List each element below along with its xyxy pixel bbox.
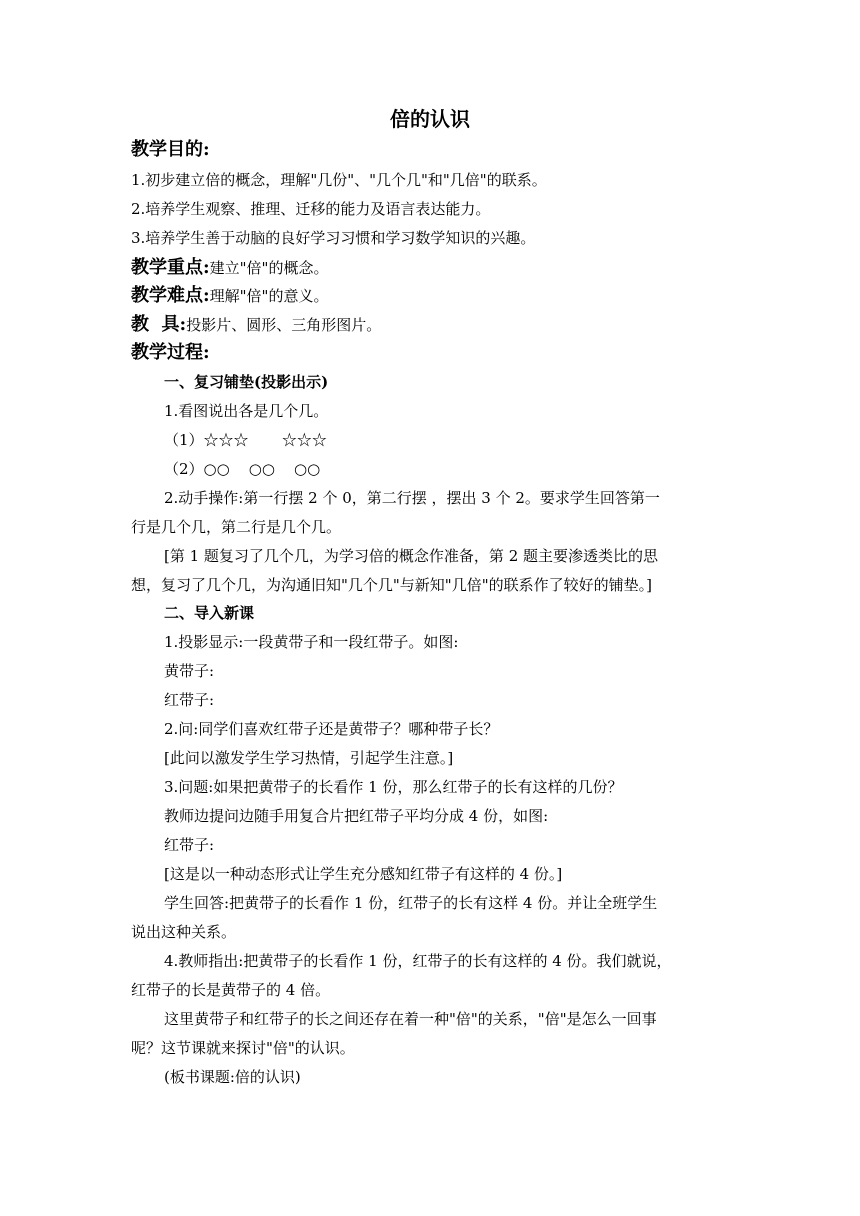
section2-line: 红带子的长是黄带子的 4 倍。 — [131, 981, 331, 999]
section2-line: 这里黄带子和红带子的长之间还存在着一种"倍"的关系，"倍"是怎么一回事 — [164, 1010, 657, 1028]
section2-line: 红带子: — [164, 691, 215, 709]
objective-item: 1.初步建立倍的概念，理解"几份"、"几个几"和"几倍"的联系。 — [131, 171, 547, 189]
objective-item: 2.培养学生观察、推理、迁移的能力及语言表达能力。 — [131, 200, 491, 218]
section2-line: (板书课题:倍的认识) — [164, 1068, 301, 1086]
difficulty-label: 教学难点: — [131, 285, 210, 306]
section1-line: （1）☆☆☆ ☆☆☆ — [164, 431, 327, 449]
process-heading: 教学过程: — [131, 342, 210, 363]
section2-line: 4.教师指出:把黄带子的长看作 1 份，红带子的长有这样的 4 份。我们就说， — [164, 952, 672, 970]
section2-line: 1.投影显示:一段黄带子和一段红带子。如图: — [164, 633, 459, 651]
section1-line: （2）○○ ○○ ○○ — [164, 460, 321, 478]
section2-line: [这是以一种动态形式让学生充分感知红带子有这样的 4 份。] — [164, 865, 563, 883]
section2-line: 学生回答:把黄带子的长看作 1 份，红带子的长有这样 4 份。并让全班学生 — [164, 894, 658, 912]
section2-line: 说出这种关系。 — [131, 923, 237, 941]
section1-line: 想，复习了几个几，为沟通旧知"几个几"与新知"几倍"的联系作了较好的铺垫。] — [131, 576, 652, 594]
document-title: 倍的认识 — [390, 107, 470, 131]
section2-line: 2.问:同学们喜欢红带子还是黄带子？哪种带子长？ — [164, 720, 499, 738]
key-point-text: 建立"倍"的概念。 — [209, 259, 329, 277]
tools-text: 投影片、圆形、三角形图片。 — [186, 316, 382, 334]
section2-line: [此问以激发学生学习热情，引起学生注意。] — [164, 749, 454, 767]
objective-item: 3.培养学生善于动脑的良好学习习惯和学习数学知识的兴趣。 — [131, 229, 536, 247]
key-point-line — [131, 256, 328, 280]
tools-line — [131, 313, 381, 337]
key-point-label: 教学重点: — [131, 257, 210, 278]
section1-line: 1.看图说出各是几个几。 — [164, 402, 329, 420]
section1-line: 2.动手操作:第一行摆 2 个 0，第二行摆 ，摆出 3 个 2。要求学生回答第一 — [164, 489, 660, 507]
section2-line: 呢？这节课就来探讨"倍"的认识。 — [131, 1039, 355, 1057]
tools-label: 教 具: — [131, 314, 187, 335]
section1-line: 行是几个几，第二行是几个几。 — [131, 518, 342, 536]
section2-title: 二、导入新课 — [164, 604, 255, 622]
section2-line: 教师边提问边随手用复合片把红带子平均分成 4 份，如图: — [164, 807, 549, 825]
section1-title: 一、复习铺垫(投影出示) — [164, 373, 329, 391]
section2-line: 3.问题:如果把黄带子的长看作 1 份，那么红带子的长有这样的几份？ — [164, 778, 623, 796]
section1-line: [第 1 题复习了几个几，为学习倍的概念作准备，第 2 题主要渗透类比的思 — [164, 547, 659, 565]
difficulty-text: 理解"倍"的意义。 — [209, 287, 329, 305]
difficulty-line — [131, 284, 328, 308]
section2-line: 黄带子: — [164, 662, 215, 680]
section2-line: 红带子: — [164, 836, 215, 854]
objectives-heading: 教学目的: — [131, 139, 210, 160]
